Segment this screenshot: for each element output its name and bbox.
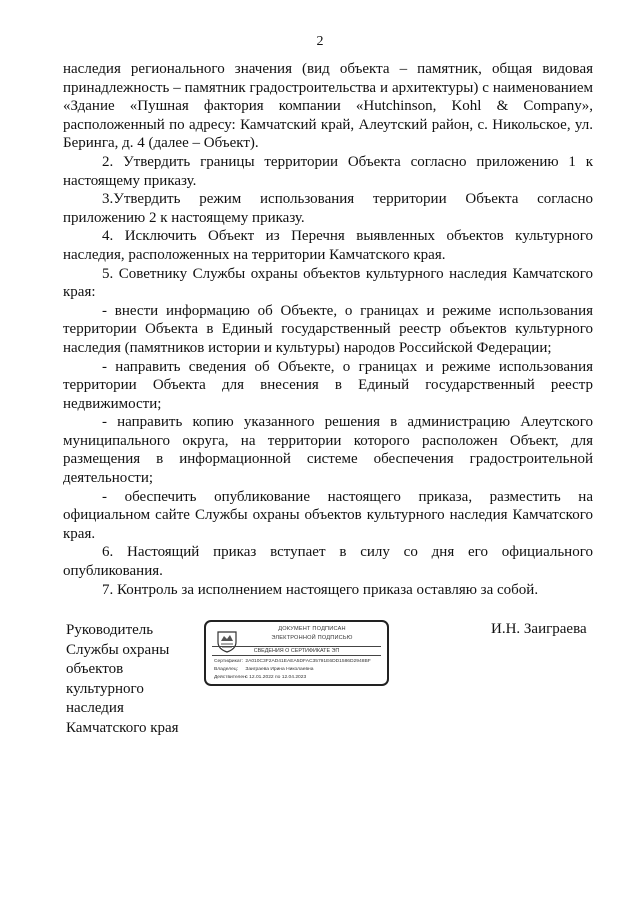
- stamp-certificate-header: СВЕДЕНИЯ О СЕРТИФИКАТЕ ЭП: [212, 646, 381, 656]
- paragraph-item-6: 6. Настоящий приказ вступает в силу со дня его официального опубликования.: [63, 544, 593, 580]
- signatory-position: [66, 621, 196, 739]
- paragraph-item-7: 7. Контроль за исполнением настоящего приказа оставляю за собой.: [102, 581, 539, 598]
- stamp-validity-value: с 12.01.2022 по 12.04.2023: [245, 675, 307, 680]
- stamp-certificate-row: [214, 659, 386, 664]
- stamp-owner-row: [214, 667, 386, 672]
- page-number: 2: [316, 34, 324, 49]
- position-line: Службы охраны: [66, 641, 170, 658]
- paragraph-item-4: 4. Исключить Объект из Перечня выявленных объектов культурного наследия, расположенных на территории Камчатского края.: [63, 228, 593, 263]
- signatory-name: И.Н. Заиграева: [491, 621, 587, 637]
- position-line: Камчатского края: [66, 719, 179, 736]
- stamp-certificate-label: Сертификат:: [214, 659, 244, 664]
- paragraph-object-description: наследия регионального значения (вид объекта – памятник, общая видовая принадлежность – памятник градостроительства и архитектуры) с наименованием «Здание «Пушная фактория компании «Hutchinson, Kohl & Company», расположенный по адресу: Камчатский край, Алеутский район, с. Никольское, ул. Беринга, д. 4 (далее – Объект).: [63, 61, 593, 152]
- position-line: наследия: [66, 700, 124, 717]
- position-line: объектов: [66, 661, 124, 678]
- position-line: Руководитель: [66, 622, 154, 638]
- stamp-certificate-value: 2A010C3F2AD41EAEA5DFAC35791E6DD1586D2948BF: [245, 659, 371, 664]
- paragraph-item-3: 3.Утвердить режим использования территории Объекта согласно приложению 2 к настоящему приказу.: [63, 191, 593, 226]
- position-line: культурного: [66, 680, 144, 697]
- document-body: [63, 60, 593, 599]
- paragraph-subitem-administration: - направить копию указанного решения в администрацию Алеутского муниципального округа, на территории которого расположен Объект, для размещения в информационной системе обеспечения градостроительной деятельности;: [63, 414, 593, 487]
- stamp-owner-label: Владелец:: [214, 667, 238, 672]
- electronic-signature-stamp: [204, 620, 389, 686]
- paragraph-item-5: 5. Советнику Службы охраны объектов культурного наследия Камчатского края:: [63, 265, 593, 301]
- stamp-validity-label: Действителен:: [214, 675, 248, 680]
- stamp-owner-value: Заиграева Ирина Николаевна: [245, 667, 314, 672]
- stamp-title-line1: ДОКУМЕНТ ПОДПИСАН: [278, 626, 346, 632]
- paragraph-item-2: 2. Утвердить границы территории Объекта согласно приложению 1 к настоящему приказу.: [63, 153, 593, 189]
- paragraph-subitem-publication: - обеспечить опубликование настоящего приказа, разместить на официальном сайте Службы охраны объектов культурного наследия Камчатского края.: [63, 488, 593, 542]
- stamp-validity-row: [214, 675, 386, 680]
- stamp-title-line2: ЭЛЕКТРОННОЙ ПОДПИСЬЮ: [271, 635, 353, 641]
- paragraph-subitem-registry: - внести информацию об Объекте, о границах и режиме использования территории Объекта в Единый государственный реестр объектов культурного наследия (памятников истории и культуры) народов Российской Федерации;: [63, 302, 593, 356]
- paragraph-subitem-real-estate: - направить сведения об Объекте, о границах и режиме использования территории Объекта для внесения в Единый государственный реестр недвижимости;: [63, 358, 593, 412]
